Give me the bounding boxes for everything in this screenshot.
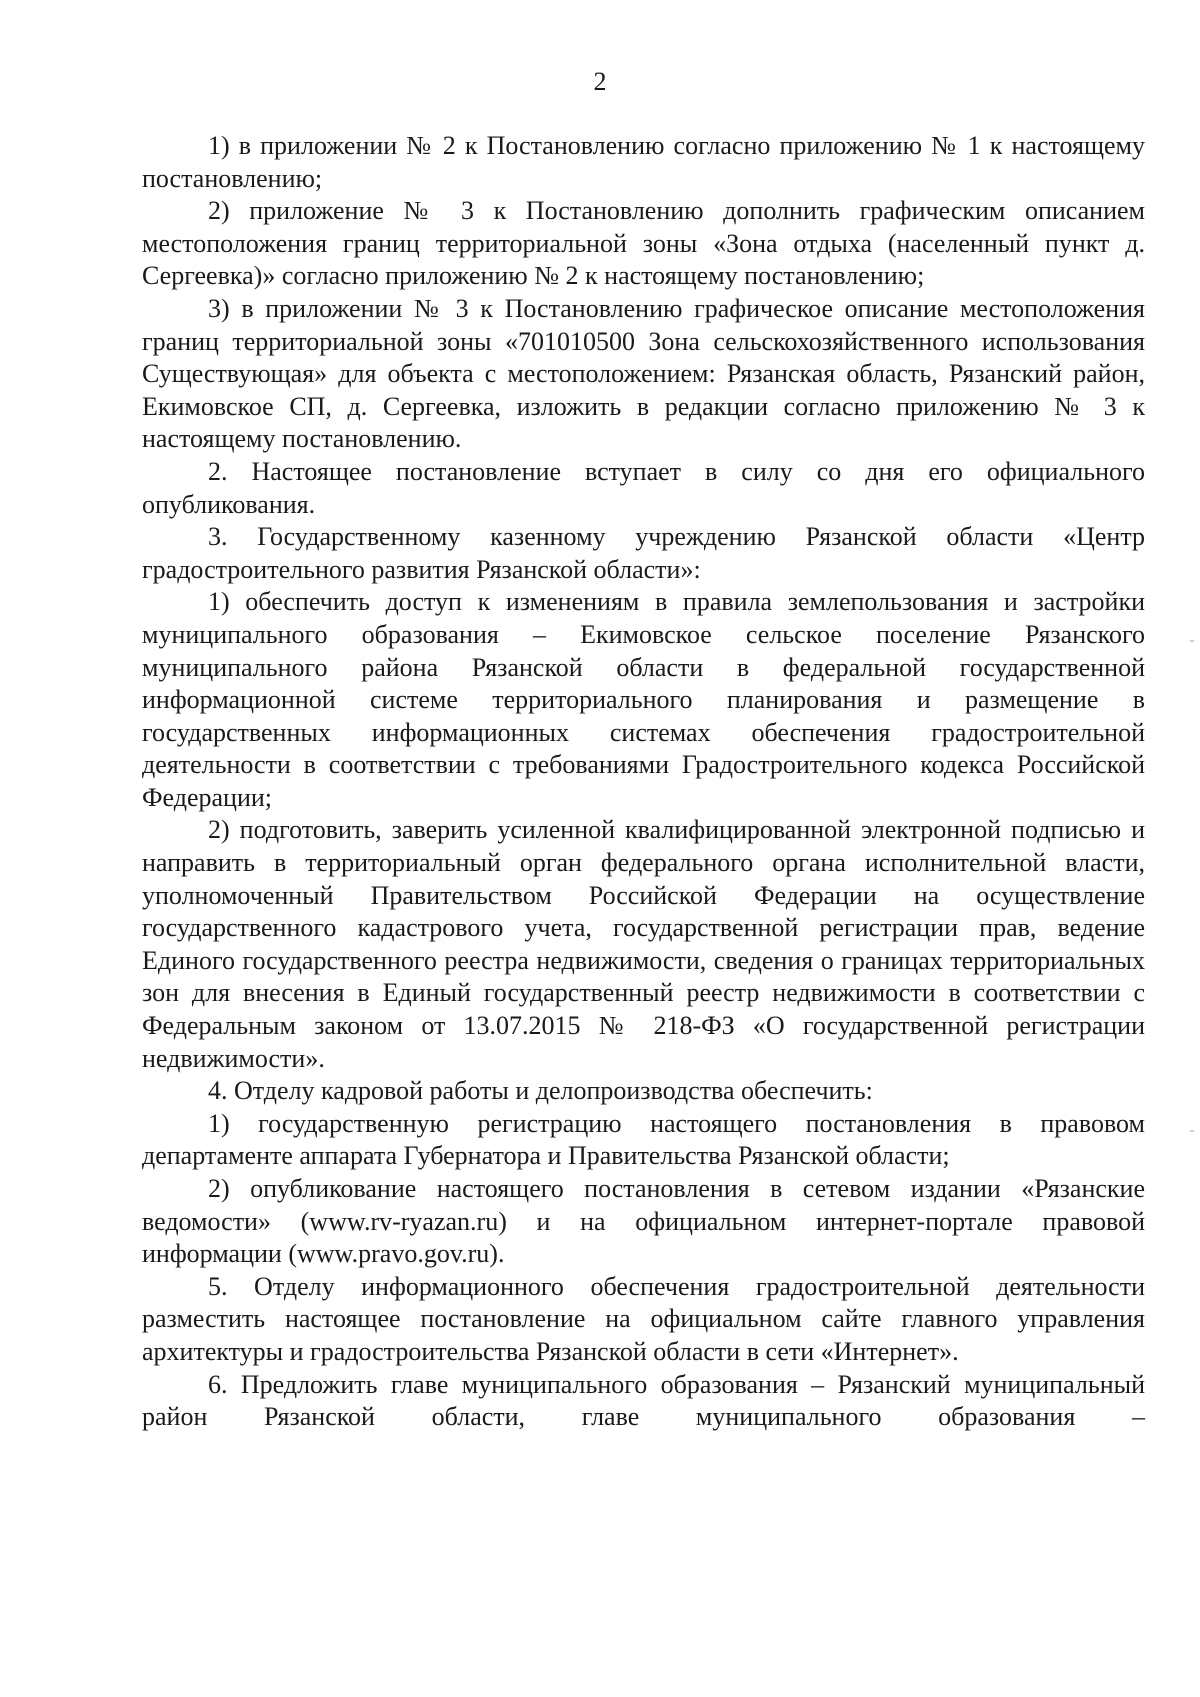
- paragraph-clause-2: 2. Настоящее постановление вступает в силу со дня его официального опубликования.: [142, 456, 1145, 519]
- paragraph-item-1-1: 1) в приложении № 2 к Постановлению согласно приложению № 1 к настоящему постановлению;: [142, 131, 1145, 193]
- paragraph-item-1-3: 3) в приложении № 3 к Постановлению графическое описание местоположения границ территориальной зоны «701010500 Зона сельскохозяйственного использования Существующая» для объекта с местоположением: Рязанская область, Рязанский район, Екимовское СП, д. Сергеевка, изложить в редакции согласно приложению № 3 к настоящему постановлению.: [142, 293, 1145, 454]
- paragraph-clause-3: 3. Государственному казенному учреждению Рязанской области «Центр градостроительного развития Рязанской области»:: [142, 522, 1145, 584]
- paragraph-item-4-1: 1) государственную регистрацию настоящего постановления в правовом департаменте аппарата Губернатора и Правительства Рязанской области;: [142, 1108, 1145, 1171]
- paragraph-item-3-2: 2) подготовить, заверить усиленной квалифицированной электронной подписью и направить в территориальный орган федерального органа исполнительной власти, уполномоченный Правительством Российской Федерации на осуществление государственного кадастрового учета, государственной регистрации прав, ведение Единого государственного реестра недвижимости, сведения о границах территориальных зон для внесения в Единый государственный реестр недвижимости в соответствии с Федеральным законом от 13.07.2015 № 218-ФЗ «О государственной регистрации недвижимости».: [142, 815, 1145, 1073]
- paragraph-item-1-2: 2) приложение № 3 к Постановлению дополнить графическим описанием местоположения границ территориальной зоны «Зона отдыха (населенный пункт д. Сергеевка)» согласно приложению № 2 к настоящему постановлению;: [142, 196, 1145, 291]
- document-body: [142, 130, 1145, 1434]
- scan-artifact: [1190, 640, 1194, 642]
- paragraph-clause-4: 4. Отделу кадровой работы и делопроизводства обеспечить:: [208, 1076, 873, 1106]
- scan-artifact: [1190, 1130, 1194, 1132]
- paragraph-clause-5: 5. Отделу информационного обеспечения градостроительной деятельности разместить настоящее постановление на официальном сайте главного управления архитектуры и градостроительства Рязанской области в сети «Интернет».: [142, 1271, 1145, 1366]
- page-number: 2: [593, 67, 607, 96]
- paragraph-item-4-2: 2) опубликование настоящего постановления в сетевом издании «Рязанские ведомости» (www.rv-ryazan.ru) и на официальном интернет-портале правовой информации (www.pravo.gov.ru).: [142, 1174, 1145, 1269]
- paragraph-item-3-1: 1) обеспечить доступ к изменениям в правила землепользования и застройки муниципального образования – Екимовское сельское поселение Рязанского муниципального района Рязанской области в федеральной государственной информационной системе территориального планирования и размещение в государственных информационных системах обеспечения градостроительной деятельности в соответствии с требованиями Градостроительного кодекса Российской Федерации;: [142, 587, 1145, 812]
- paragraph-clause-6: 6. Предложить главе муниципального образования – Рязанский муниципальный район Рязанской области, главе муниципального образования –: [142, 1369, 1145, 1432]
